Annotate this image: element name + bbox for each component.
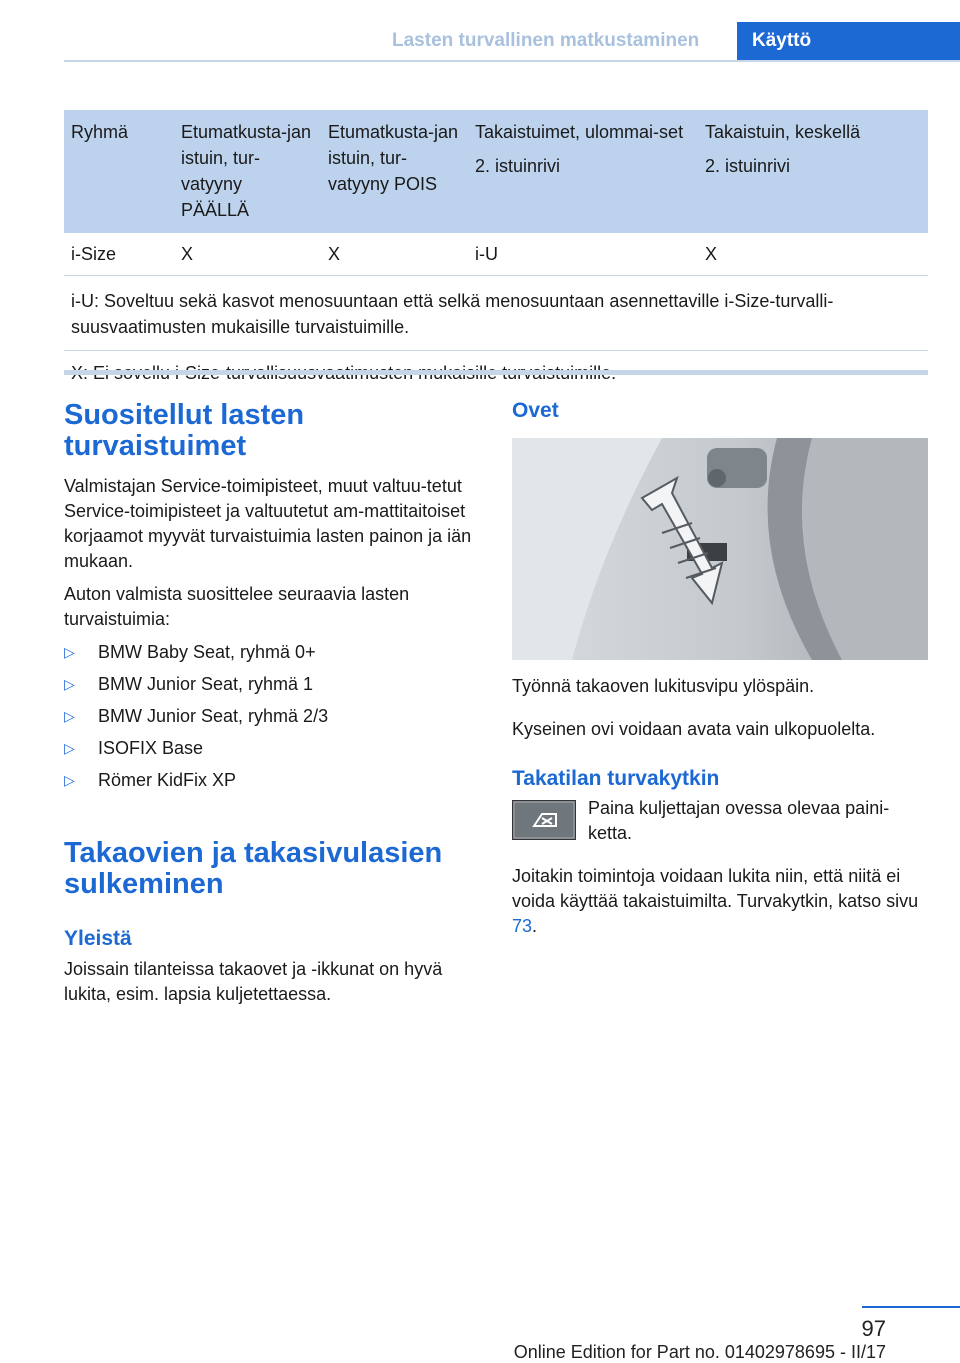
- list-item: ▷ BMW Baby Seat, ryhmä 0+: [64, 636, 476, 668]
- list-item: ▷ ISOFIX Base: [64, 732, 476, 764]
- left-column: [64, 400, 476, 1007]
- table-cell: i-U: [468, 233, 698, 276]
- table-bottom-rule: [64, 370, 928, 375]
- edition-note: Online Edition for Part no. 01402978695 - II/17: [513, 1342, 886, 1362]
- table-header-cell: Ryhmä: [64, 110, 174, 233]
- list-item: ▷ BMW Junior Seat, ryhmä 2/3: [64, 700, 476, 732]
- paragraph: Joissain tilanteissa takaovet ja -ikkunat on hyvä lukita, esim. lapsia kuljetettaessa.: [64, 959, 443, 1004]
- triangle-bullet-icon: ▷: [64, 771, 75, 788]
- paragraph: Auton valmista suosittelee seuraavia lasten turvaistuimia:: [64, 584, 410, 629]
- table-note-row: [64, 276, 928, 351]
- triangle-bullet-icon: ▷: [64, 675, 75, 692]
- table-cell: i-Size: [64, 233, 174, 276]
- table-header-cell: Takaistuimet, ulommai-set 2. istuinrivi: [468, 110, 698, 233]
- list-item: ▷ BMW Junior Seat, ryhmä 1: [64, 668, 476, 700]
- child-lock-row: [512, 796, 928, 846]
- seat-compatibility-table: [64, 110, 928, 394]
- table-row: [64, 233, 928, 276]
- list-item: ▷ Römer KidFix XP: [64, 764, 476, 796]
- triangle-bullet-icon: ▷: [64, 739, 75, 756]
- paragraph: Paina kuljettajan ovessa olevaa paini-ketta.: [588, 798, 890, 843]
- table-note-iu: i-U: Soveltuu sekä kasvot menosuuntaan että selkä menosuuntaan asennettaville i-Size-turvalli-suusvaatimusten mukaisille turvaistuimille.: [64, 276, 928, 351]
- heading-general: Yleistä: [64, 927, 132, 950]
- triangle-bullet-icon: ▷: [64, 707, 75, 724]
- page-reference-link[interactable]: 73: [512, 916, 533, 936]
- footer-rule: [862, 1306, 960, 1308]
- right-column: [512, 398, 928, 939]
- paragraph: Työnnä takaoven lukitusvipu ylöspäin.: [512, 676, 815, 696]
- heading-recommended-seats: Suositellut lasten turvaistuimet: [64, 399, 305, 462]
- paragraph: Valmistajan Service-toimipisteet, muut valtuu-tetut Service-toimipisteet ja valtuutetut am-mattitaitoiset korjaamot myyvät turvaistuimia lasten painon ja iän mukaan.: [64, 476, 472, 571]
- table-header-cell: Etumatkusta-jan istuin, tur-vatyyny POIS: [321, 110, 468, 233]
- table-cell: X: [698, 233, 928, 276]
- table-cell: X: [174, 233, 321, 276]
- paragraph: Joitakin toimintoja voidaan lukita niin, että niitä ei voida käyttää takaistuimilta. Turvakytkin, katso sivu 73.: [512, 866, 919, 936]
- heading-doors: Ovet: [512, 399, 559, 422]
- page-number: 97: [861, 1316, 886, 1341]
- table-header-cell: Takaistuin, keskellä 2. istuinrivi: [698, 110, 928, 233]
- heading-closing: Takaovien ja takasivulasien sulkeminen: [64, 837, 443, 900]
- section-title: Lasten turvallinen matkustaminen: [392, 30, 700, 51]
- table-header-cell: Etumatkusta-jan istuin, tur-vatyyny PÄÄLLÄ: [174, 110, 321, 233]
- table-header-row: [64, 110, 928, 233]
- triangle-bullet-icon: ▷: [64, 643, 75, 660]
- heading-child-lock: Takatilan turvakytkin: [512, 767, 720, 790]
- paragraph: Kyseinen ovi voidaan avata vain ulkopuolelta.: [512, 719, 876, 739]
- seat-list: [64, 636, 476, 796]
- table-cell: X: [321, 233, 468, 276]
- chapter-tab-label: Käyttö: [752, 30, 812, 51]
- window-lock-button-icon: [512, 800, 576, 840]
- door-lock-illustration: [512, 438, 928, 660]
